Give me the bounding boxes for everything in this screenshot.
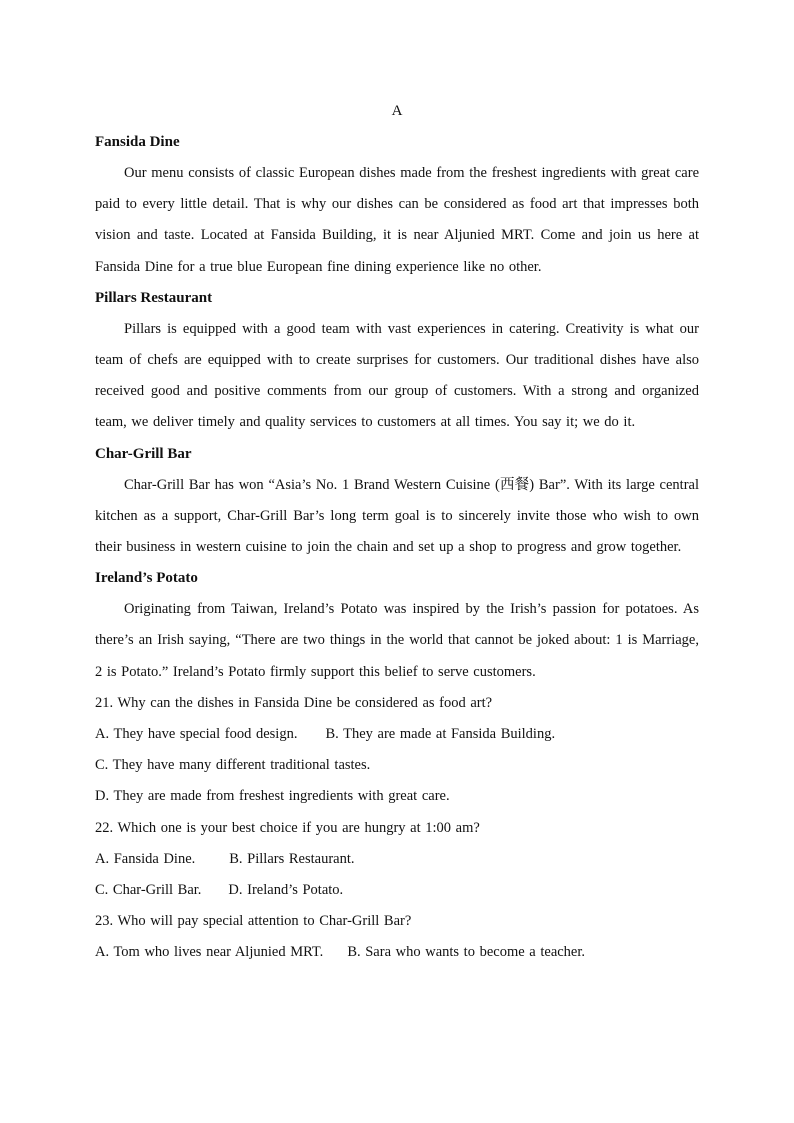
question-22: [95, 813, 699, 907]
passage-irelands-potato: [95, 563, 699, 688]
passage-text: Pillars is equipped with a good team with vast experiences in catering. Creativity is what our team of chefs are equipped with to create surprises for customers. Our traditional dishes have also received good and positive comments from our group of customers. With a strong and organized team, we deliver timely and quality services to customers at all times. You say it; we do it.: [95, 320, 699, 431]
passage-title: Fansida Dine: [95, 134, 180, 150]
option-d: D. Ireland’s Potato.: [228, 881, 344, 898]
option-b: B. Pillars Restaurant.: [229, 850, 355, 867]
option-c: C. Char-Grill Bar.: [95, 881, 202, 898]
passage-text: Char-Grill Bar has won “Asia’s No. 1 Brand Western Cuisine (西餐) Bar”. With its large central kitchen as a support, Char-Grill Bar’s long term goal is to sincerely invite those who wish to own their business in western cuisine to join the chain and set up a shop to progress and grow together.: [95, 476, 699, 556]
question-stem: 21. Why can the dishes in Fansida Dine be considered as food art?: [95, 694, 493, 711]
option-row: [95, 875, 699, 906]
option-a: A. Tom who lives near Aljunied MRT.: [95, 944, 324, 961]
option-c: C. They have many different traditional tastes.: [95, 757, 371, 774]
question-23: [95, 906, 699, 968]
document-page: [95, 96, 699, 969]
option-a: A. Fansida Dine.: [95, 850, 196, 867]
option-row: [95, 781, 699, 812]
option-row: [95, 844, 699, 875]
passage-text: Our menu consists of classic European dishes made from the freshest ingredients with great care paid to every little detail. That is why our dishes can be considered as food art that impresses both vision and taste. Located at Fansida Building, it is near Aljunied MRT. Come and join us here at Fansida Dine for a true blue European fine dining experience like no other.: [95, 165, 699, 275]
passage-title: Ireland’s Potato: [95, 570, 198, 587]
option-row: [95, 937, 699, 968]
option-a: A. They have special food design.: [95, 726, 298, 743]
option-b: B. They are made at Fansida Building.: [325, 726, 556, 743]
passage-char-grill-bar: [95, 439, 699, 564]
section-letter: A: [391, 103, 403, 119]
passage-fansida-dine: [95, 127, 699, 283]
question-stem: 23. Who will pay special attention to Char-Grill Bar?: [95, 913, 412, 930]
passage-title: Char-Grill Bar: [95, 445, 192, 462]
question-stem: 22. Which one is your best choice if you are hungry at 1:00 am?: [95, 819, 480, 836]
passage-text: Originating from Taiwan, Ireland’s Potato was inspired by the Irish’s passion for potatoes. As there’s an Irish saying, “There are two things in the world that cannot be joked about: 1 is Marriage, 2 is Potato.” Ireland’s Potato firmly support this belief to serve customers.: [95, 601, 699, 680]
passage-pillars-restaurant: [95, 283, 699, 439]
option-d: D. They are made from freshest ingredients with great care.: [95, 788, 450, 805]
question-21: [95, 688, 699, 813]
passage-title: Pillars Restaurant: [95, 289, 213, 306]
option-row: [95, 719, 699, 750]
option-row: [95, 750, 699, 781]
option-b: B. Sara who wants to become a teacher.: [347, 944, 586, 961]
